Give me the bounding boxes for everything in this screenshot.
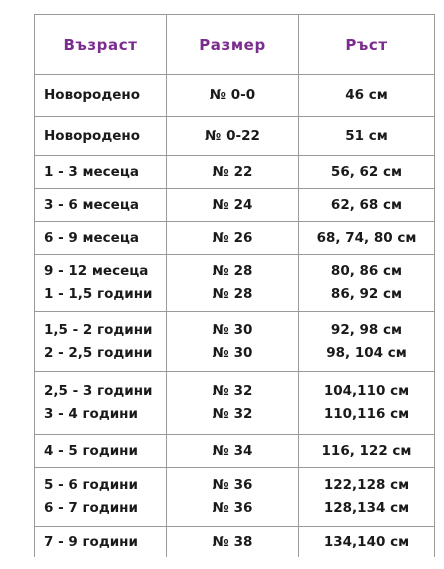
- size-cell: [167, 222, 299, 255]
- size-value: № 0-0: [209, 87, 256, 103]
- height-value: 86, 92 см: [330, 286, 403, 302]
- height-cell: [299, 255, 435, 312]
- age-cell: [35, 468, 167, 527]
- height-cell: [299, 117, 435, 156]
- table-row: [35, 372, 435, 435]
- age-value: 7 - 9 години: [44, 533, 138, 550]
- size-value: № 32: [212, 406, 253, 422]
- height-value: 51 см: [345, 127, 388, 144]
- size-value: № 22: [212, 163, 253, 180]
- age-cell: [35, 75, 167, 117]
- header-size: Размер: [167, 15, 299, 75]
- height-value: 110,116 см: [323, 406, 410, 422]
- size-cell: [167, 255, 299, 312]
- size-cell: [167, 527, 299, 558]
- height-value: 104,110 см: [323, 383, 410, 399]
- age-value: 3 - 6 месеца: [44, 196, 139, 213]
- age-cell: [35, 117, 167, 156]
- header-height: Ръст: [299, 15, 435, 75]
- size-value: № 28: [212, 263, 253, 279]
- age-value: 5 - 6 години: [44, 477, 138, 493]
- height-value: 122,128 см: [323, 477, 410, 493]
- height-value: 92, 98 см: [330, 321, 403, 338]
- size-value: № 30: [212, 344, 253, 361]
- size-cell: [167, 435, 299, 468]
- age-cell: [35, 312, 167, 372]
- table-row: [35, 222, 435, 255]
- size-chart: [34, 14, 434, 569]
- table-row: [35, 435, 435, 468]
- height-cell: [299, 468, 435, 527]
- table-row: [35, 156, 435, 189]
- age-value: 4 - 5 години: [44, 442, 138, 459]
- age-cell: [35, 435, 167, 468]
- height-cell: [299, 189, 435, 222]
- height-value: 56, 62 см: [330, 163, 403, 180]
- size-cell: [167, 312, 299, 372]
- size-value: № 34: [212, 442, 253, 459]
- table-row: [35, 312, 435, 372]
- table-body: [35, 75, 435, 558]
- height-cell: [299, 372, 435, 435]
- size-value: № 30: [212, 321, 253, 338]
- age-value: 2 - 2,5 години: [44, 344, 153, 361]
- size-cell: [167, 189, 299, 222]
- age-value: 3 - 4 години: [44, 406, 138, 422]
- height-cell: [299, 222, 435, 255]
- size-value: № 24: [212, 196, 253, 213]
- height-cell: [299, 435, 435, 468]
- age-cell: [35, 527, 167, 558]
- size-cell: [167, 75, 299, 117]
- table-row: [35, 468, 435, 527]
- age-value: Новородено: [44, 127, 140, 144]
- age-cell: [35, 222, 167, 255]
- height-value: 68, 74, 80 см: [316, 229, 417, 246]
- height-value: 128,134 см: [323, 500, 410, 516]
- age-value: Новородено: [44, 87, 140, 103]
- height-value: 134,140 см: [323, 533, 410, 550]
- header-age: Възраст: [35, 15, 167, 75]
- age-value: 6 - 7 години: [44, 500, 138, 516]
- size-value: № 28: [212, 286, 253, 302]
- size-value: № 0-22: [205, 127, 260, 144]
- age-value: 1 - 1,5 години: [44, 286, 153, 302]
- size-cell: [167, 468, 299, 527]
- size-table: [34, 14, 435, 557]
- age-cell: [35, 156, 167, 189]
- age-value: 6 - 9 месеца: [44, 229, 139, 246]
- age-cell: [35, 372, 167, 435]
- height-value: 80, 86 см: [330, 263, 403, 279]
- table-row: [35, 117, 435, 156]
- size-value: № 36: [212, 500, 253, 516]
- size-cell: [167, 372, 299, 435]
- height-cell: [299, 156, 435, 189]
- age-value: 1 - 3 месеца: [44, 163, 139, 180]
- height-cell: [299, 527, 435, 558]
- header-row: [35, 15, 435, 75]
- height-value: 46 см: [345, 87, 388, 103]
- age-value: 9 - 12 месеца: [44, 263, 149, 279]
- age-cell: [35, 189, 167, 222]
- size-value: № 36: [212, 477, 253, 493]
- age-cell: [35, 255, 167, 312]
- height-value: 62, 68 см: [330, 196, 403, 213]
- size-cell: [167, 117, 299, 156]
- table-row: [35, 527, 435, 558]
- size-value: № 26: [212, 229, 253, 246]
- height-value: 116, 122 см: [321, 442, 412, 459]
- height-cell: [299, 312, 435, 372]
- size-cell: [167, 156, 299, 189]
- size-value: № 32: [212, 383, 253, 399]
- age-value: 1,5 - 2 години: [44, 321, 153, 338]
- size-value: № 38: [212, 533, 253, 550]
- table-row: [35, 255, 435, 312]
- table-row: [35, 189, 435, 222]
- height-cell: [299, 75, 435, 117]
- age-value: 2,5 - 3 години: [44, 383, 153, 399]
- table-row: [35, 75, 435, 117]
- height-value: 98, 104 см: [326, 344, 407, 361]
